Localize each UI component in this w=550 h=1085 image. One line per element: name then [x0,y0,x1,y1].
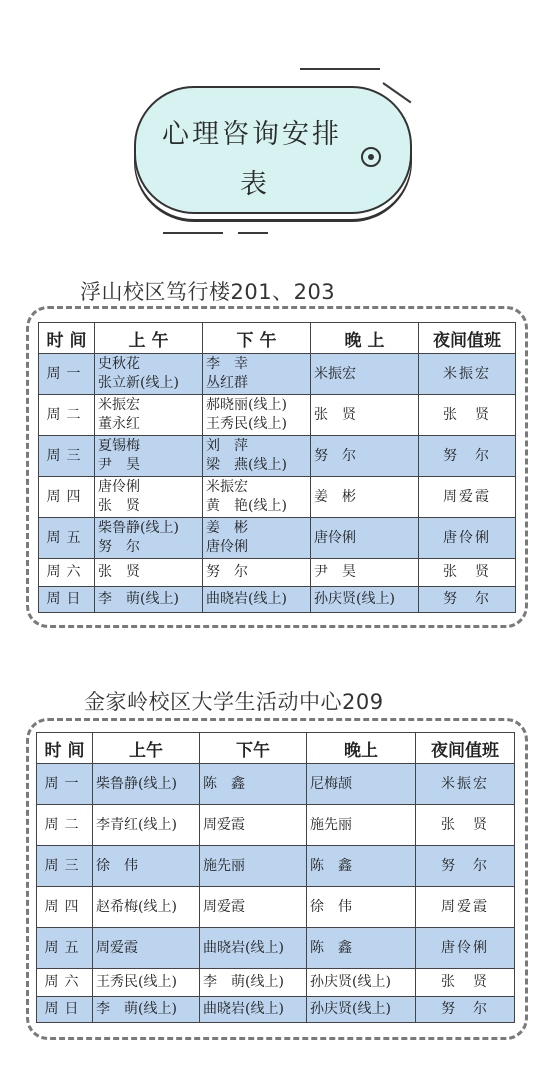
day-cell: 周四 [37,887,93,928]
eve-cell: 施先丽 [307,805,416,846]
eve-cell: 孙庆贤(线上) [307,969,416,997]
day-cell: 周四 [39,477,95,518]
deco-line-bottom-short [238,232,268,234]
am-cell: 李 萌(线上) [93,997,200,1023]
table-row [37,846,515,887]
table-row [39,559,516,587]
am-cell: 周爱霞 [93,928,200,969]
title-line-1: 心理咨询安排 [162,119,342,150]
duty-cell: 努 尔 [419,587,516,613]
day-cell: 周三 [37,846,93,887]
pm-cell: 陈 鑫 [200,764,307,805]
day-cell: 周五 [39,518,95,559]
day-cell: 周一 [37,764,93,805]
eve-cell: 孙庆贤(线上) [307,997,416,1023]
table-row [39,587,516,613]
table-row [39,395,516,436]
pm-cell: 郝晓丽(线上) 王秀民(线上) [203,395,311,436]
section2-table [36,732,515,1023]
duty-cell: 周爱霞 [416,887,515,928]
duty-cell: 唐伶俐 [419,518,516,559]
eve-cell: 努 尔 [311,436,419,477]
pm-cell: 李 幸 丛红群 [203,354,311,395]
day-cell: 周日 [39,587,95,613]
day-cell: 周一 [39,354,95,395]
eve-cell: 姜 彬 [311,477,419,518]
eve-cell: 米振宏 [311,354,419,395]
day-cell: 周六 [39,559,95,587]
am-cell: 柴鲁静(线上) [93,764,200,805]
day-cell: 周三 [39,436,95,477]
day-cell: 周二 [39,395,95,436]
am-cell: 李青红(线上) [93,805,200,846]
header-eve: 晚上 [307,733,416,764]
am-cell: 李 萌(线上) [95,587,203,613]
table-row [37,969,515,997]
pm-cell: 周爱霞 [200,887,307,928]
eve-cell: 尼梅颉 [307,764,416,805]
eve-cell: 尹 昊 [311,559,419,587]
title-line-2: 表 [240,169,270,200]
table-row [39,477,516,518]
table-header-row [37,733,515,764]
header-eve: 晚 上 [311,323,419,354]
header-duty: 夜间值班 [416,733,515,764]
duty-cell: 努 尔 [416,846,515,887]
duty-cell: 周爱霞 [419,477,516,518]
eve-cell: 陈 鑫 [307,928,416,969]
day-cell: 周五 [37,928,93,969]
deco-line-bottom [163,232,223,234]
header-am: 上 午 [95,323,203,354]
am-cell: 米振宏 董永红 [95,395,203,436]
pm-cell: 曲晓岩(线上) [203,587,311,613]
am-cell: 史秋花 张立新(线上) [95,354,203,395]
day-cell: 周日 [37,997,93,1023]
header-duty: 夜间值班 [419,323,516,354]
pm-cell: 努 尔 [203,559,311,587]
pm-cell: 施先丽 [200,846,307,887]
table-row [37,764,515,805]
pm-cell: 李 萌(线上) [200,969,307,997]
table-row [37,805,515,846]
am-cell: 唐伶俐 张 贤 [95,477,203,518]
eve-cell: 陈 鑫 [307,846,416,887]
duty-cell: 米振宏 [416,764,515,805]
pm-cell: 曲晓岩(线上) [200,928,307,969]
header-pm: 下午 [200,733,307,764]
duty-cell: 张 贤 [416,969,515,997]
table-row [39,354,516,395]
pm-cell: 姜 彬 唐伶俐 [203,518,311,559]
duty-cell: 张 贤 [419,559,516,587]
am-cell: 徐 伟 [93,846,200,887]
am-cell: 赵希梅(线上) [93,887,200,928]
day-cell: 周六 [37,969,93,997]
table-row [37,887,515,928]
am-cell: 夏锡梅 尹 昊 [95,436,203,477]
table-row [37,928,515,969]
table-row [37,997,515,1023]
header-time: 时 间 [39,323,95,354]
am-cell: 王秀民(线上) [93,969,200,997]
header-pm: 下 午 [203,323,311,354]
section1-title: 浮山校区笃行楼201、203 [80,280,336,304]
duty-cell: 唐伶俐 [416,928,515,969]
eve-cell: 唐伶俐 [311,518,419,559]
pm-cell: 周爱霞 [200,805,307,846]
eve-cell: 张 贤 [311,395,419,436]
eve-cell: 孙庆贤(线上) [311,587,419,613]
deco-line-top [300,68,380,70]
pm-cell: 曲晓岩(线上) [200,997,307,1023]
pm-cell: 米振宏 黄 艳(线上) [203,477,311,518]
am-cell: 张 贤 [95,559,203,587]
table-row [39,518,516,559]
duty-cell: 张 贤 [419,395,516,436]
target-icon [361,147,381,167]
page-title [162,110,352,210]
eve-cell: 徐 伟 [307,887,416,928]
section1-table [38,322,516,613]
day-cell: 周二 [37,805,93,846]
table-row [39,436,516,477]
am-cell: 柴鲁静(线上) 努 尔 [95,518,203,559]
section2-title: 金家岭校区大学生活动中心209 [84,690,384,714]
duty-cell: 张 贤 [416,805,515,846]
duty-cell: 米振宏 [419,354,516,395]
duty-cell: 努 尔 [419,436,516,477]
table-header-row [39,323,516,354]
pm-cell: 刘 萍 梁 燕(线上) [203,436,311,477]
duty-cell: 努 尔 [416,997,515,1023]
header-am: 上午 [93,733,200,764]
header-time: 时 间 [37,733,93,764]
